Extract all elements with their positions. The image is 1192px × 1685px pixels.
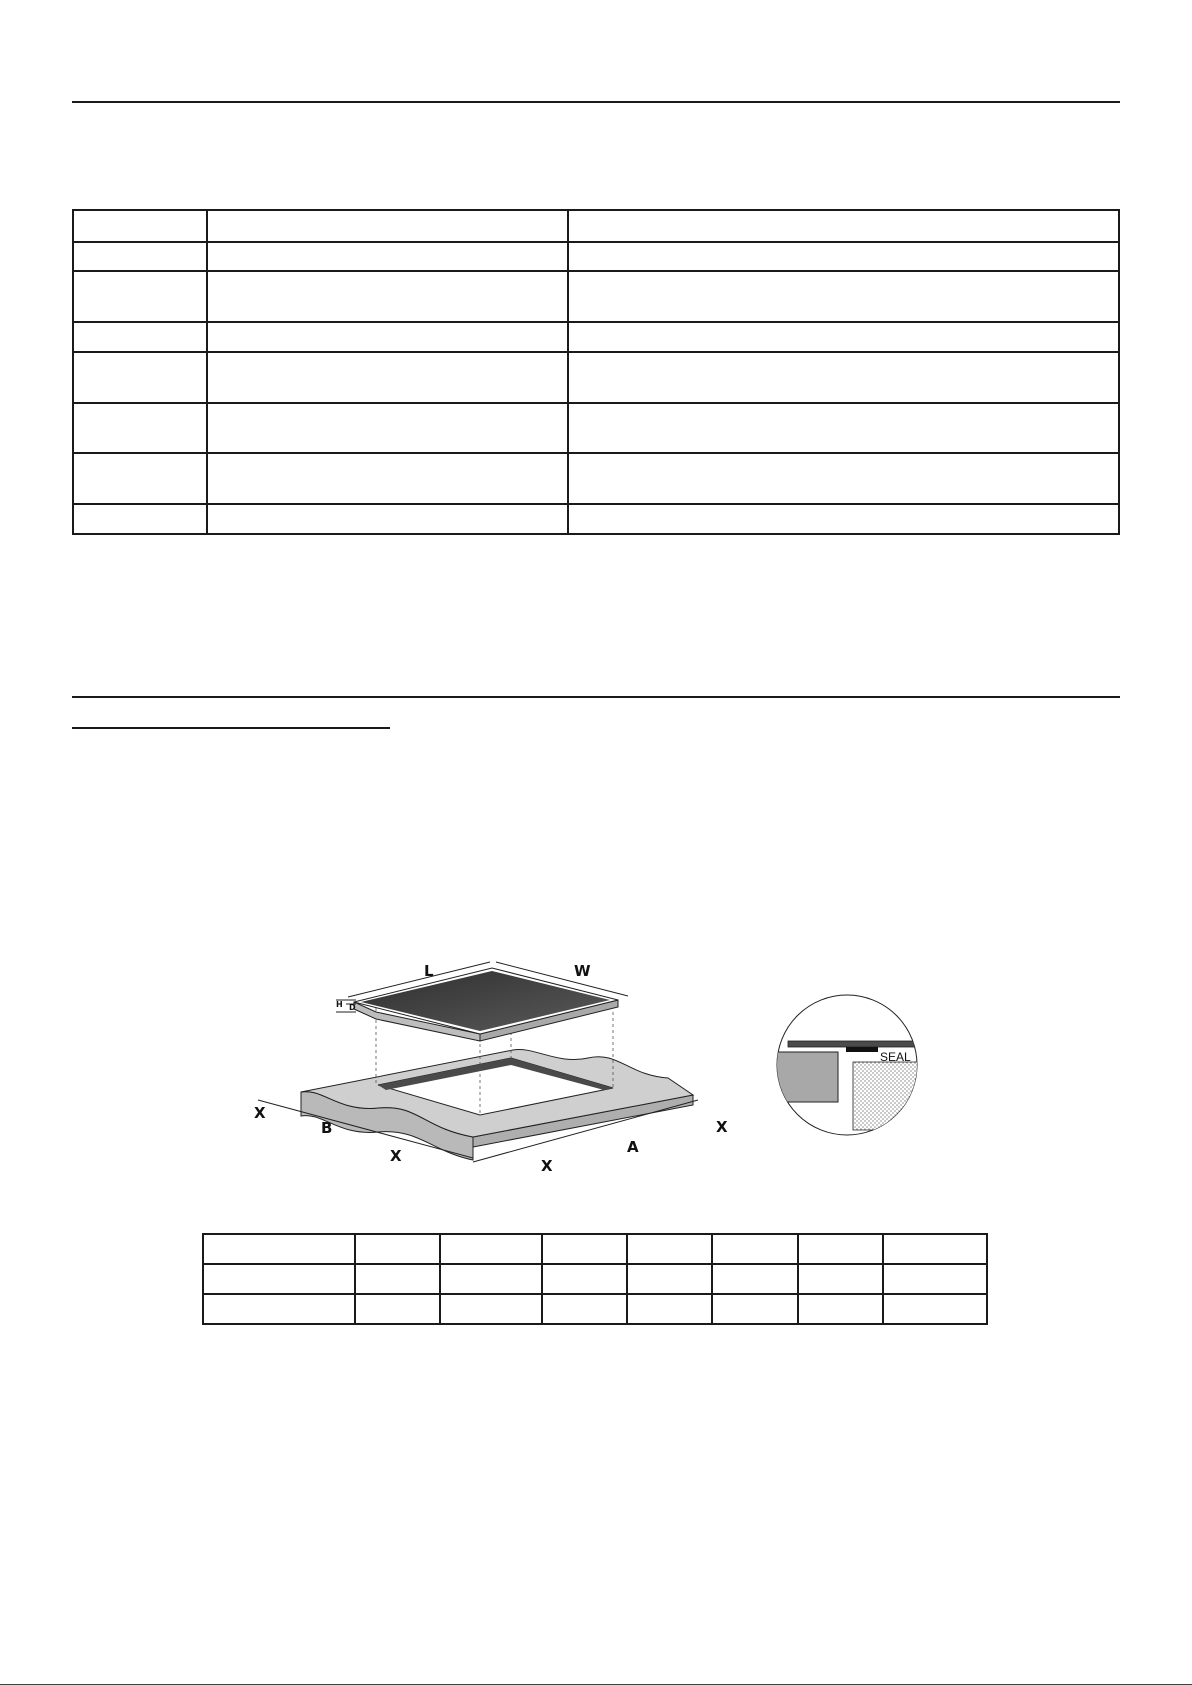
table-cell bbox=[203, 1294, 355, 1324]
table-row bbox=[73, 210, 1119, 242]
table-cell bbox=[627, 1234, 712, 1264]
table-row bbox=[73, 352, 1119, 403]
table-cell bbox=[73, 352, 207, 403]
hob-installation-diagram bbox=[228, 940, 948, 1180]
table-row bbox=[73, 453, 1119, 504]
table-cell bbox=[207, 322, 568, 352]
table-cell bbox=[73, 403, 207, 453]
table-cell bbox=[568, 403, 1119, 453]
table-row bbox=[203, 1294, 987, 1324]
seal-detail bbox=[776, 995, 928, 1135]
table-cell bbox=[355, 1294, 440, 1324]
table-cell bbox=[627, 1264, 712, 1294]
dim-label-d: D bbox=[349, 1003, 356, 1012]
top-section-rule bbox=[72, 101, 1120, 103]
table-row bbox=[73, 403, 1119, 453]
table-cell bbox=[568, 504, 1119, 534]
table-cell bbox=[542, 1294, 627, 1324]
table-cell bbox=[73, 210, 207, 242]
installation-section-rule bbox=[72, 696, 1120, 698]
table-cell bbox=[207, 210, 568, 242]
table-cell bbox=[355, 1264, 440, 1294]
table-cell bbox=[542, 1234, 627, 1264]
table-cell bbox=[883, 1264, 987, 1294]
dim-label-b: B bbox=[321, 1119, 333, 1137]
table-cell bbox=[712, 1264, 798, 1294]
specification-table bbox=[72, 209, 1120, 535]
table-row bbox=[203, 1234, 987, 1264]
table-cell bbox=[568, 352, 1119, 403]
dim-label-a: A bbox=[627, 1138, 639, 1156]
table-cell bbox=[568, 453, 1119, 504]
dim-label-x-bottom: X bbox=[541, 1157, 553, 1175]
dim-label-h: H bbox=[336, 1000, 343, 1009]
table-row bbox=[73, 271, 1119, 322]
dim-label-x-right: X bbox=[716, 1118, 728, 1136]
table-cell bbox=[207, 453, 568, 504]
table-cell bbox=[798, 1264, 883, 1294]
table-cell bbox=[712, 1294, 798, 1324]
table-cell bbox=[440, 1264, 542, 1294]
table-cell bbox=[207, 352, 568, 403]
table-row bbox=[73, 504, 1119, 534]
table-cell bbox=[203, 1264, 355, 1294]
table-cell bbox=[207, 271, 568, 322]
table-cell bbox=[73, 322, 207, 352]
table-cell bbox=[207, 242, 568, 271]
table-cell bbox=[207, 504, 568, 534]
table-cell bbox=[355, 1234, 440, 1264]
table-cell bbox=[73, 504, 207, 534]
table-cell bbox=[73, 271, 207, 322]
seal-label: SEAL bbox=[880, 1050, 911, 1064]
table-cell bbox=[73, 242, 207, 271]
table-cell bbox=[440, 1294, 542, 1324]
table-cell bbox=[203, 1234, 355, 1264]
dim-label-x-left: X bbox=[254, 1104, 266, 1122]
table-cell bbox=[627, 1294, 712, 1324]
table-row bbox=[73, 242, 1119, 271]
table-cell bbox=[568, 271, 1119, 322]
table-cell bbox=[73, 453, 207, 504]
table-cell bbox=[883, 1294, 987, 1324]
dim-label-x-front: X bbox=[390, 1147, 402, 1165]
table-cell bbox=[883, 1234, 987, 1264]
table-row bbox=[203, 1264, 987, 1294]
table-cell bbox=[712, 1234, 798, 1264]
dim-label-l: L bbox=[424, 962, 434, 980]
table-cell bbox=[798, 1294, 883, 1324]
table-row bbox=[73, 322, 1119, 352]
dimensions-table bbox=[202, 1233, 988, 1325]
subsection-underline bbox=[72, 727, 390, 729]
table-cell bbox=[568, 210, 1119, 242]
table-cell bbox=[207, 403, 568, 453]
table-cell bbox=[440, 1234, 542, 1264]
dim-label-w: W bbox=[574, 962, 591, 980]
table-cell bbox=[798, 1234, 883, 1264]
table-cell bbox=[568, 242, 1119, 271]
table-cell bbox=[568, 322, 1119, 352]
table-cell bbox=[542, 1264, 627, 1294]
